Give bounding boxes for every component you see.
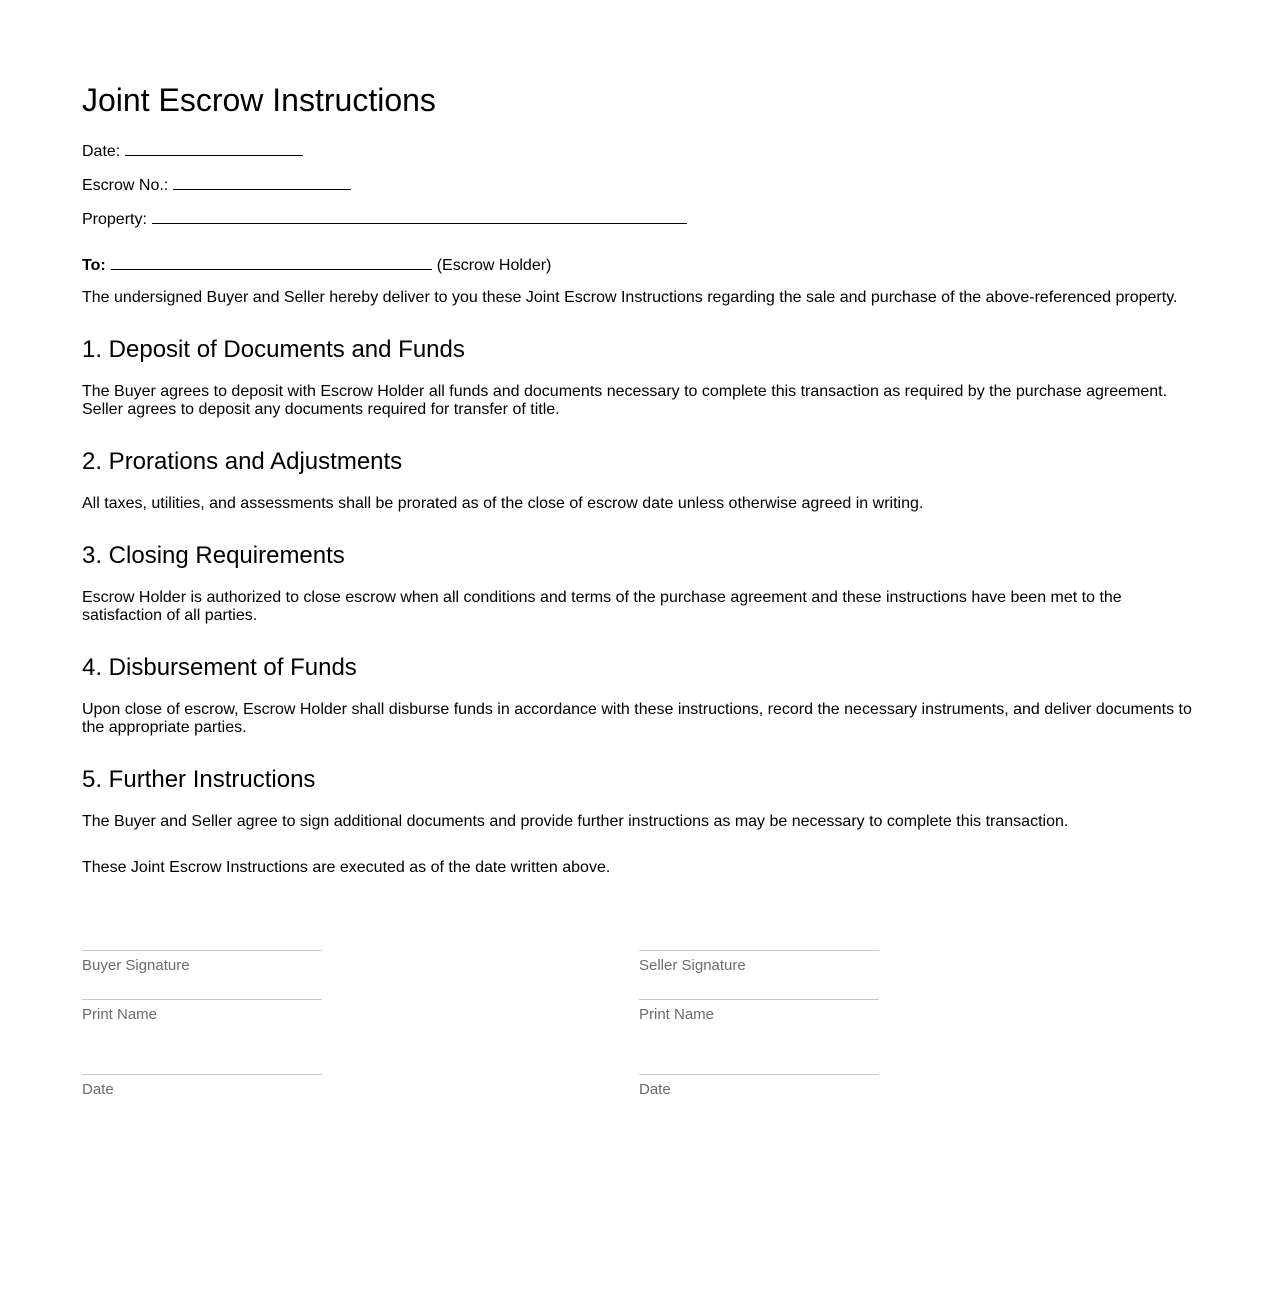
date-label: Date: (82, 143, 121, 160)
escrow-no-label: Escrow No.: (82, 177, 169, 194)
section-5-heading: 5. Further Instructions (82, 766, 316, 793)
date-blank[interactable] (125, 141, 303, 156)
seller-date-line[interactable] (639, 1074, 879, 1075)
seller-date-label: Date (639, 1081, 671, 1098)
seller-signature-line[interactable] (639, 950, 879, 951)
section-5-body: The Buyer and Seller agree to sign additional documents and provide further instructions as may be necessary to complete this transaction. (82, 813, 1069, 830)
closing-paragraph: These Joint Escrow Instructions are executed as of the date written above. (82, 859, 611, 876)
escrow-no-blank[interactable] (173, 175, 351, 190)
section-3-body: Escrow Holder is authorized to close escrow when all conditions and terms of the purchase agreement and these instructions have been met to the satisfaction of all parties. (82, 589, 1122, 624)
section-1-heading: 1. Deposit of Documents and Funds (82, 336, 465, 363)
section-2-heading: 2. Prorations and Adjustments (82, 448, 403, 475)
property-label: Property: (82, 211, 147, 228)
escrow-holder-label: (Escrow Holder) (436, 257, 552, 274)
intro-paragraph: The undersigned Buyer and Seller hereby deliver to you these Joint Escrow Instructions regarding the sale and purchase of the above-referenced property. (82, 289, 1178, 306)
seller-print-name-line[interactable] (639, 999, 879, 1000)
buyer-print-name-line[interactable] (82, 999, 322, 1000)
document-title: Joint Escrow Instructions (82, 82, 436, 118)
property-blank[interactable] (152, 209, 687, 224)
section-4-heading: 4. Disbursement of Funds (82, 654, 357, 681)
buyer-print-name-label: Print Name (82, 1006, 158, 1023)
to-label: To: (82, 257, 106, 274)
to-field (82, 255, 551, 275)
section-2-body: All taxes, utilities, and assessments shall be prorated as of the close of escrow date unless otherwise agreed in writing. (82, 495, 924, 512)
buyer-signature-line[interactable] (82, 950, 322, 951)
section-1-body: The Buyer agrees to deposit with Escrow Holder all funds and documents necessary to complete this transaction as required by the purchase agreement. Seller agrees to deposit any documents required for transfer of title. (82, 383, 1168, 418)
property-field (82, 209, 687, 229)
buyer-signature-label: Buyer Signature (82, 957, 190, 974)
escrow-no-field (82, 175, 351, 195)
date-field (82, 141, 303, 161)
section-4-body: Upon close of escrow, Escrow Holder shall disburse funds in accordance with these instructions, record the necessary instruments, and deliver documents to the appropriate parties. (82, 701, 1192, 736)
section-3-heading: 3. Closing Requirements (82, 542, 345, 569)
seller-print-name-label: Print Name (639, 1006, 715, 1023)
seller-signature-label: Seller Signature (639, 957, 746, 974)
escrow-holder-blank[interactable] (111, 255, 432, 270)
buyer-date-line[interactable] (82, 1074, 322, 1075)
buyer-date-label: Date (82, 1081, 114, 1098)
